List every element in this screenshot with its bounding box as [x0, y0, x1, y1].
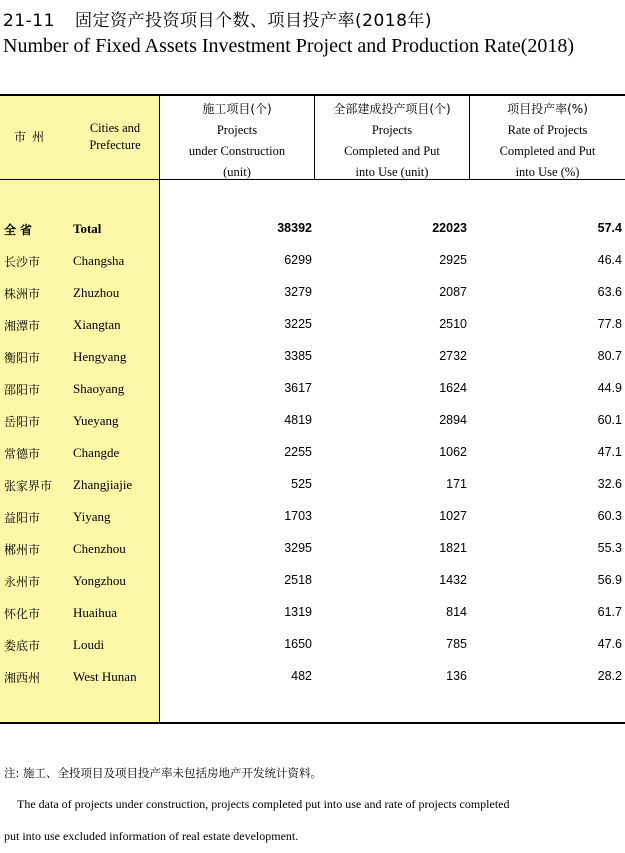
cell-completed: 1027 [439, 509, 467, 523]
header-col-completed-en1: Projects [371, 123, 413, 137]
cell-construction: 6299 [284, 253, 312, 267]
header-col-rate-en1: Rate of Projects [507, 123, 588, 137]
row-name-cn: 长沙市 [4, 255, 41, 269]
cell-completed: 2894 [439, 413, 467, 427]
cell-construction: 2255 [284, 445, 312, 459]
cell-completed: 814 [446, 605, 467, 619]
cell-rate: 57.4 [597, 221, 622, 235]
cell-construction: 3617 [284, 381, 312, 395]
header-col-construction-en1: Projects [216, 123, 258, 137]
cell-completed: 136 [446, 669, 467, 683]
cell-construction: 1650 [284, 637, 312, 651]
header-col-rate [470, 99, 625, 183]
row-name-cn: 郴州市 [4, 543, 41, 557]
header-col-construction-cn: 施工项目(个) [202, 102, 272, 116]
cell-construction: 1319 [284, 605, 312, 619]
row-name-en: Chenzhou [73, 541, 126, 556]
footnote-english-line1: The data of projects under construction, projects completed put into use and rate of projects completed [17, 797, 510, 811]
cell-rate: 80.7 [597, 349, 622, 363]
header-col-completed-en2: Completed and Put [344, 144, 440, 158]
table-row [0, 381, 625, 413]
row-name-cn: 怀化市 [4, 607, 41, 621]
row-name-cn: 全省 [4, 223, 37, 237]
cell-rate: 44.9 [597, 381, 622, 395]
cell-completed: 785 [446, 637, 467, 651]
cell-rate: 60.3 [597, 509, 622, 523]
table-row [0, 285, 625, 317]
row-name-cn: 株洲市 [4, 287, 41, 301]
row-name-en: Changde [73, 445, 120, 460]
table-row-total [0, 221, 625, 253]
row-name-cn: 邵阳市 [4, 383, 41, 397]
table-row [0, 605, 625, 637]
row-name-en: Total [73, 221, 102, 236]
page-title-chinese [3, 6, 432, 31]
cell-rate: 55.3 [597, 541, 622, 555]
cell-rate: 47.6 [597, 637, 622, 651]
table-row [0, 509, 625, 541]
cell-construction: 525 [291, 477, 312, 491]
table-bottom-rule [0, 722, 625, 724]
footnote-english-line2: put into use excluded information of real estate development. [4, 829, 299, 843]
cell-construction: 38392 [277, 221, 312, 235]
cell-construction: 3385 [284, 349, 312, 363]
cell-completed: 1821 [439, 541, 467, 555]
table-row [0, 669, 625, 701]
header-stub-english [80, 120, 150, 154]
cell-completed: 171 [446, 477, 467, 491]
row-name-en: Hengyang [73, 349, 127, 364]
header-stub-english-line1: Cities and [89, 121, 141, 135]
table-row [0, 637, 625, 669]
row-name-en: Shaoyang [73, 381, 125, 396]
row-name-en: Yongzhou [73, 573, 126, 588]
row-name-en: Loudi [73, 637, 105, 652]
footnote-chinese: 注: 施工、全投项目及项目投产率未包括房地产开发统计资料。 [4, 766, 323, 780]
row-name-cn: 永州市 [4, 575, 41, 589]
cell-construction: 3225 [284, 317, 312, 331]
row-name-en: Yueyang [73, 413, 119, 428]
cell-construction: 4819 [284, 413, 312, 427]
cell-rate: 47.1 [597, 445, 622, 459]
table-row [0, 477, 625, 509]
cell-construction: 3295 [284, 541, 312, 555]
cell-construction: 2518 [284, 573, 312, 587]
cell-construction: 3279 [284, 285, 312, 299]
cell-completed: 2732 [439, 349, 467, 363]
row-name-en: Changsha [73, 253, 125, 268]
table-top-rule [0, 94, 625, 96]
cell-completed: 1062 [439, 445, 467, 459]
cell-construction: 1703 [284, 509, 312, 523]
header-col-completed-cn: 全部建成投产项目(个) [333, 102, 451, 116]
cell-rate: 60.1 [597, 413, 622, 427]
cell-rate: 56.9 [597, 573, 622, 587]
header-col-rate-en3: into Use (%) [515, 165, 580, 179]
header-stub-english-line2: Prefecture [89, 138, 141, 152]
header-col-rate-en2: Completed and Put [499, 144, 596, 158]
table-row [0, 317, 625, 349]
header-col-construction-en3: (unit) [223, 165, 251, 179]
row-name-en: Zhuzhou [73, 285, 120, 300]
table-row [0, 573, 625, 605]
cell-completed: 22023 [432, 221, 467, 235]
cell-rate: 77.8 [597, 317, 622, 331]
row-name-cn: 衡阳市 [4, 351, 41, 365]
cell-completed: 2510 [439, 317, 467, 331]
cell-completed: 1624 [439, 381, 467, 395]
row-name-en: Huaihua [73, 605, 118, 620]
table-row [0, 349, 625, 381]
data-table [0, 94, 625, 724]
cell-rate: 46.4 [597, 253, 622, 267]
cell-rate: 63.6 [597, 285, 622, 299]
page-title-english: Number of Fixed Assets Investment Project and Production Rate(2018) [3, 35, 575, 57]
cell-construction: 482 [291, 669, 312, 683]
cell-completed: 2925 [439, 253, 467, 267]
row-name-cn: 益阳市 [4, 511, 41, 525]
cell-completed: 2087 [439, 285, 467, 299]
table-row [0, 445, 625, 477]
header-col-completed-en3: into Use (unit) [355, 165, 429, 179]
header-col-construction-en2: under Construction [188, 144, 286, 158]
table-row [0, 253, 625, 285]
cell-completed: 1432 [439, 573, 467, 587]
table-number: 21-11 [3, 11, 55, 31]
cell-rate: 28.2 [597, 669, 622, 683]
row-name-cn: 娄底市 [4, 639, 41, 653]
row-name-en: Yiyang [73, 509, 111, 524]
header-col-construction [160, 99, 314, 183]
cell-rate: 32.6 [597, 477, 622, 491]
row-name-cn: 湘潭市 [4, 319, 41, 333]
row-name-en: West Hunan [73, 669, 137, 684]
row-name-cn: 湘西州 [4, 671, 41, 685]
cell-rate: 61.7 [597, 605, 622, 619]
header-col-rate-cn: 项目投产率(%) [507, 102, 588, 116]
row-name-cn: 常德市 [4, 447, 41, 461]
table-row [0, 541, 625, 573]
title-chinese-text: 固定资产投资项目个数、项目投产率(2018年) [75, 11, 433, 31]
row-name-en: Xiangtan [73, 317, 121, 332]
row-name-en: Zhangjiajie [73, 477, 133, 492]
row-name-cn: 岳阳市 [4, 415, 41, 429]
table-row [0, 413, 625, 445]
header-col-completed [315, 99, 469, 183]
row-name-cn: 张家界市 [4, 479, 53, 493]
header-stub-chinese: 市州 [14, 130, 51, 144]
